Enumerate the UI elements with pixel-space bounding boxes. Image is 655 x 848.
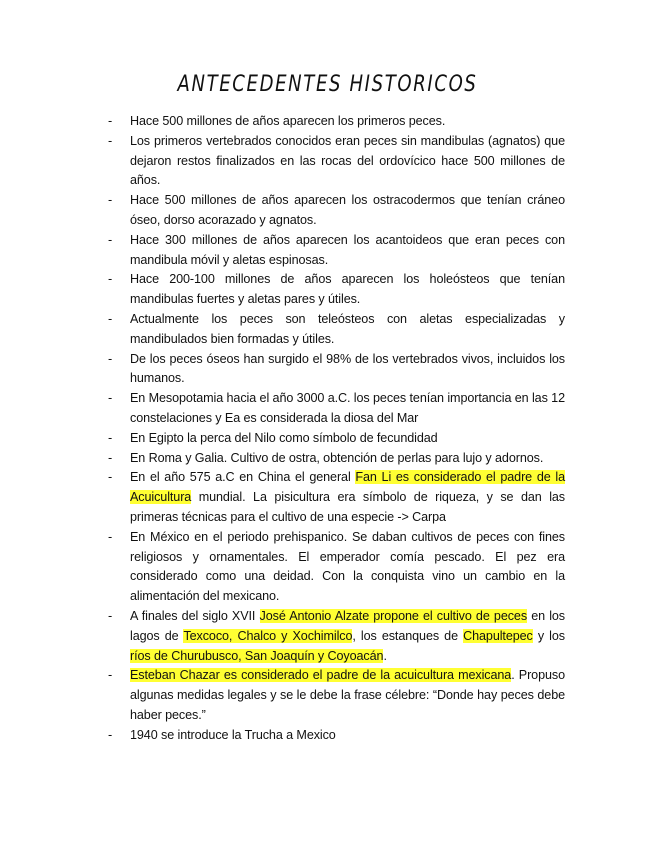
list-item [108, 132, 565, 191]
item-text: , los estanques de [352, 628, 464, 643]
list-item [108, 449, 565, 469]
item-text: Hace 500 millones de años aparecen los primeros peces. [130, 114, 446, 128]
highlighted-text: Esteban Chazar es considerado el padre de la acuicultura mexicana [130, 668, 512, 683]
list-item [108, 270, 565, 310]
list-item [108, 607, 565, 666]
bullet-dash: - [108, 351, 113, 366]
bullet-dash: - [108, 391, 113, 406]
highlighted-text: José Antonio Alzate propone el cultivo de peces [259, 608, 528, 623]
bullet-dash: - [108, 193, 113, 208]
item-text: Los primeros vertebrados conocidos eran peces sin mandibulas (agnatos) que dejaron restos finalizados en las rocas del ordovícico hace 500 millones de años. [130, 133, 565, 188]
list-item [108, 429, 565, 449]
item-text: En Egipto la perca del Nilo como símbolo de fecundidad [130, 430, 438, 445]
item-text: . Propuso algunas medidas legales y se le debe la frase célebre: “Donde hay peces debe haber peces.” [130, 668, 565, 722]
list-item [108, 112, 565, 132]
item-text: Hace 300 millones de años aparecen los acantoideos que eran peces con mandibula móvil y aletas espinosas. [130, 232, 565, 267]
bullet-dash: - [108, 114, 113, 128]
list-item [108, 666, 565, 725]
item-text: En Roma y Galia. Cultivo de ostra, obtención de perlas para lujo y adornos. [130, 450, 544, 465]
bullet-dash: - [108, 272, 113, 287]
item-text: Actualmente los peces son teleósteos con aletas especializadas y mandibulados bien formadas y útiles. [130, 311, 565, 346]
item-text: En Mesopotamia hacia el año 3000 a.C. los peces tenían importancia en las 12 constelaciones y Ea es considerada la diosa del Mar [130, 391, 565, 425]
highlighted-text: Texcoco, Chalco y Xochimilco [183, 628, 353, 643]
item-text: A finales del siglo XVII [130, 608, 260, 623]
bullet-dash: - [108, 232, 113, 247]
list-item [108, 389, 565, 429]
list-item [108, 191, 565, 231]
item-text: en los lagos de [130, 608, 565, 643]
list-item [108, 468, 565, 527]
list-item [108, 310, 565, 350]
list-item [108, 350, 565, 390]
item-text: En México en el periodo prehispanico. Se daban cultivos de peces con fines religiosos y ornamentales. El emperador comía pescado. El pez era considerado como una deidad. Con la conquista vino un cambio en la alimentación del mexicano. [130, 529, 565, 604]
bullet-dash: - [108, 450, 113, 465]
list-item [108, 726, 565, 746]
item-text: 1940 se introduce la Trucha a Mexico [130, 727, 336, 742]
item-text: En el año 575 a.C en China el general [130, 470, 356, 485]
bullet-dash: - [108, 529, 113, 544]
item-text: mundial. La pisicultura era símbolo de riqueza, y se dan las primeras técnicas para el cultivo de una especie -> Carpa [130, 490, 565, 524]
bullet-dash: - [108, 608, 113, 623]
bullet-list [108, 112, 565, 746]
item-text: Hace 200-100 millones de años aparecen los holeósteos que tenían mandibulas fuertes y aletas pares y útiles. [130, 272, 565, 307]
page-title: ANTECEDENTES HISTORICOS [177, 72, 478, 97]
bullet-dash: - [108, 470, 113, 485]
item-text: De los peces óseos han surgido el 98% de los vertebrados vivos, incluidos los humanos. [130, 351, 565, 386]
bullet-dash: - [108, 311, 113, 326]
list-item [108, 528, 565, 607]
highlighted-text: Chapultepec [463, 628, 533, 643]
item-text: y los [532, 628, 565, 643]
item-text: . [383, 648, 387, 663]
highlighted-text: Fan Li es considerado el padre de la Acuicultura [130, 470, 565, 505]
bullet-dash: - [108, 430, 113, 445]
bullet-dash: - [108, 727, 113, 742]
item-text: Hace 500 millones de años aparecen los ostracodermos que tenían cráneo óseo, dorso acorazado y agnatos. [130, 193, 565, 227]
bullet-dash: - [108, 133, 113, 148]
highlighted-text: ríos de Churubusco, San Joaquín y Coyoacán [130, 648, 384, 663]
list-item [108, 231, 565, 271]
bullet-dash: - [108, 668, 113, 683]
